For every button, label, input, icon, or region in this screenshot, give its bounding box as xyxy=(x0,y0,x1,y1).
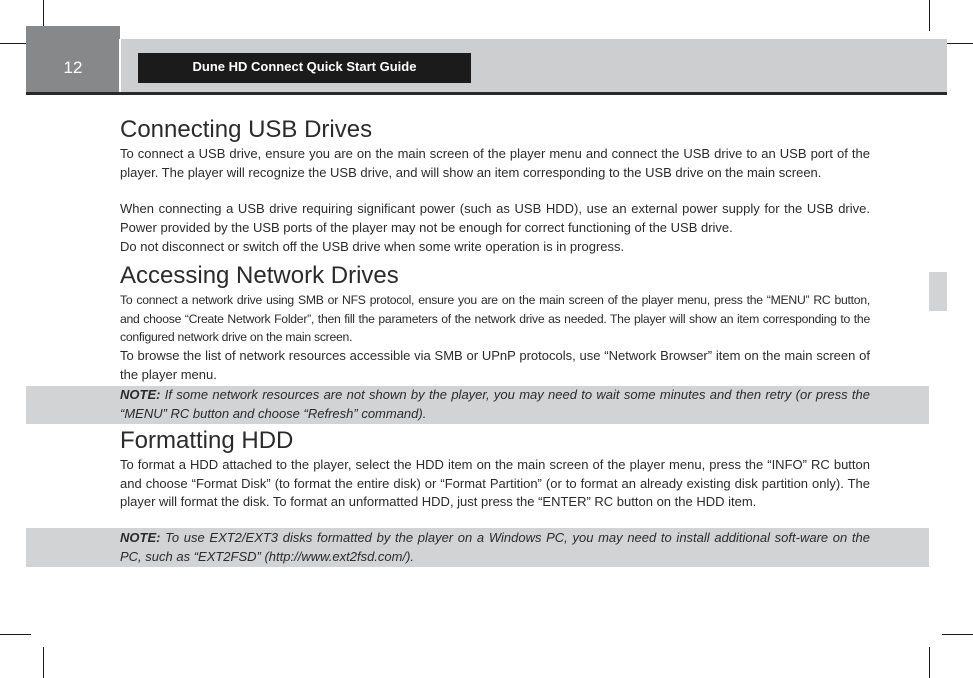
paragraph: When connecting a USB drive requiring significant power (such as USB HDD), use an external power supply for the USB drive. Power provided by the USB ports of the player may not be enough for correct functioning of the USB drive. xyxy=(120,201,870,235)
paragraph: To connect a network drive using SMB or NFS protocol, ensure you are on the main screen of the player menu, press the “MENU” RC button, and choose “Create Network Folder”, then fill the parameters of the network drive as needed. The player will show an item corresponding to the configured network drive on the main screen. xyxy=(120,293,870,344)
note-label: NOTE: xyxy=(120,387,161,402)
crop-mark xyxy=(942,634,973,635)
header-rule xyxy=(26,92,947,95)
section-heading-format: Formatting HDD xyxy=(120,427,294,454)
paragraph: Do not disconnect or switch off the USB drive when some write operation is in progress. xyxy=(120,239,625,254)
note-label: NOTE: xyxy=(120,530,161,545)
paragraph: To browse the list of network resources accessible via SMB or UPnP protocols, use “Network Browser” item on the main screen of the player menu. xyxy=(120,348,870,382)
crop-mark xyxy=(0,634,31,635)
paragraph: To format a HDD attached to the player, select the HDD item on the main screen of the player menu, press the “INFO” RC button and choose “Format Disk” (to format the entire disk) or “Format Partition” (or to format an already existing disk partition only). The player will format the disk. To format an unformatted HDD, just press the “ENTER” RC button on the HDD item. xyxy=(120,457,870,509)
note-body: If some network resources are not shown by the player, you may need to wait some minutes and then retry (or press the “MENU” RC button and choose “Refresh” command). xyxy=(120,387,870,421)
header-title-box xyxy=(138,53,471,83)
section-heading-network: Accessing Network Drives xyxy=(120,262,399,289)
note-body: To use EXT2/EXT3 disks formatted by the player on a Windows PC, you may need to install additional soft-ware on the PC, such as “EXT2FSD” (http://www.ext2fsd.com/). xyxy=(120,530,870,564)
note-box-format xyxy=(26,528,929,567)
note-box-network xyxy=(26,386,929,424)
crop-mark xyxy=(929,0,930,31)
crop-mark xyxy=(929,647,930,678)
note-text xyxy=(120,529,870,566)
crop-mark xyxy=(43,647,44,678)
section-heading-usb: Connecting USB Drives xyxy=(120,116,373,143)
header-divider xyxy=(119,39,121,92)
page-number: 12 xyxy=(63,58,83,77)
page-number-box xyxy=(26,26,120,92)
side-tab xyxy=(929,272,947,311)
note-text xyxy=(120,386,870,423)
paragraph: To connect a USB drive, ensure you are on the main screen of the player menu and connect the USB drive to an USB port of the player. The player will recognize the USB drive, and will show an item corresponding to the USB drive on the main screen. xyxy=(120,146,870,180)
document-title: Dune HD Connect Quick Start Guide xyxy=(192,59,417,74)
